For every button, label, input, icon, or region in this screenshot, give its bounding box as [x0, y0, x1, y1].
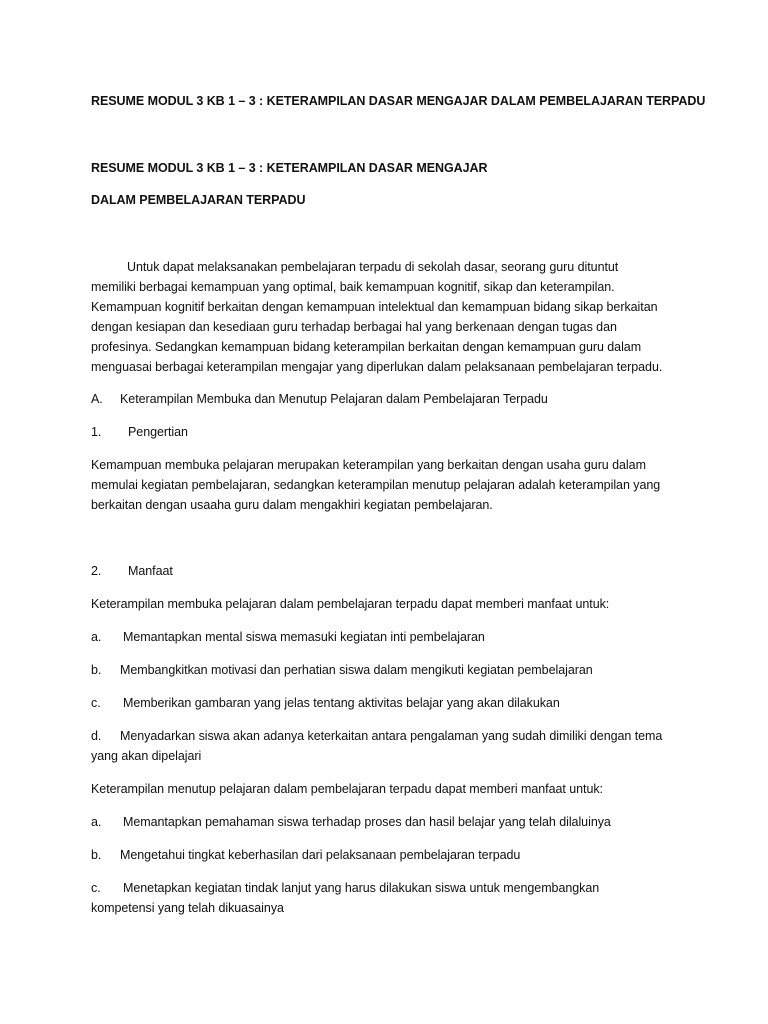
sub-heading-manfaat: [91, 561, 173, 581]
section-a-heading: [91, 389, 548, 409]
pengertian-line: memulai kegiatan pembelajaran, sedangkan keterampilan menutup pelajaran adalah keterampilan yang: [91, 478, 661, 492]
list-item-label: d.: [91, 729, 102, 743]
list-item-text: Membangkitkan motivasi dan perhatian siswa dalam mengikuti kegiatan pembelajaran: [120, 663, 593, 677]
intro-line: profesinya. Sedangkan kemampuan bidang keterampilan berkaitan dengan kemampuan guru dalam: [91, 340, 642, 354]
sub1-label: 1.: [91, 425, 102, 439]
sub-heading-pengertian: [91, 422, 188, 442]
list-item-label: a.: [91, 630, 102, 644]
intro-line: memiliki berbagai kemampuan yang optimal, baik kemampuan kognitif, sikap dan keterampilan.: [91, 280, 615, 294]
list-item-text: Menyadarkan siswa akan adanya keterkaitan antara pengalaman yang sudah dimiliki dengan tema: [120, 729, 663, 743]
pengertian-line: Kemampuan membuka pelajaran merupakan keterampilan yang berkaitan dengan usaha guru dalam: [91, 458, 646, 472]
list-item-label: b.: [91, 663, 102, 677]
document-title: RESUME MODUL 3 KB 1 – 3 : KETERAMPILAN DASAR MENGAJAR DALAM PEMBELAJARAN TERPADU: [91, 94, 706, 108]
sub2-text: Manfaat: [128, 564, 173, 578]
list-item-label: c.: [91, 881, 101, 895]
list-item: [91, 660, 593, 680]
list-item: [91, 693, 560, 713]
list-item-text: Memantapkan pemahaman siswa terhadap proses dan hasil belajar yang telah dilaluinya: [123, 815, 611, 829]
heading-line-1: RESUME MODUL 3 KB 1 – 3 : KETERAMPILAN DASAR MENGAJAR: [91, 161, 488, 175]
sub1-text: Pengertian: [128, 425, 188, 439]
list-item-continuation: yang akan dipelajari: [91, 749, 202, 763]
intro-line: dengan kesiapan dan kesediaan guru terhadap berbagai hal yang berkenaan dengan tugas dan: [91, 320, 617, 334]
pengertian-line: berkaitan dengan usaaha guru dalam mengakhiri kegiatan pembelajaran.: [91, 498, 493, 512]
list-item: [91, 726, 662, 746]
list-item-continuation: kompetensi yang telah dikuasainya: [91, 901, 284, 915]
section-a-text: Keterampilan Membuka dan Menutup Pelajaran dalam Pembelajaran Terpadu: [120, 392, 548, 406]
list-item-label: c.: [91, 696, 101, 710]
list-item-label: b.: [91, 848, 102, 862]
list-item: [91, 627, 485, 647]
section-a-label: A.: [91, 392, 103, 406]
heading-line-2: DALAM PEMBELAJARAN TERPADU: [91, 193, 306, 207]
list-item-text: Menetapkan kegiatan tindak lanjut yang harus dilakukan siswa untuk mengembangkan: [123, 881, 600, 895]
list-item-text: Mengetahui tingkat keberhasilan dari pelaksanaan pembelajaran terpadu: [120, 848, 521, 862]
list-item-label: a.: [91, 815, 102, 829]
membuka-intro: Keterampilan membuka pelajaran dalam pembelajaran terpadu dapat memberi manfaat untuk:: [91, 597, 610, 611]
list-item: [91, 812, 611, 832]
menutup-intro: Keterampilan menutup pelajaran dalam pembelajaran terpadu dapat memberi manfaat untuk:: [91, 782, 603, 796]
intro-line: menguasai berbagai keterampilan mengajar yang diperlukan dalam pelaksanaan pembelajaran terpadu.: [91, 360, 663, 374]
list-item-text: Memberikan gambaran yang jelas tentang aktivitas belajar yang akan dilakukan: [123, 696, 560, 710]
list-item: [91, 878, 599, 898]
intro-line: Kemampuan kognitif berkaitan dengan kemampuan intelektual dan kemampuan bidang sikap berkaitan: [91, 300, 658, 314]
list-item-text: Memantapkan mental siswa memasuki kegiatan inti pembelajaran: [123, 630, 485, 644]
sub2-label: 2.: [91, 564, 102, 578]
intro-line: Untuk dapat melaksanakan pembelajaran terpadu di sekolah dasar, seorang guru dituntut: [127, 260, 619, 274]
list-item: [91, 845, 520, 865]
